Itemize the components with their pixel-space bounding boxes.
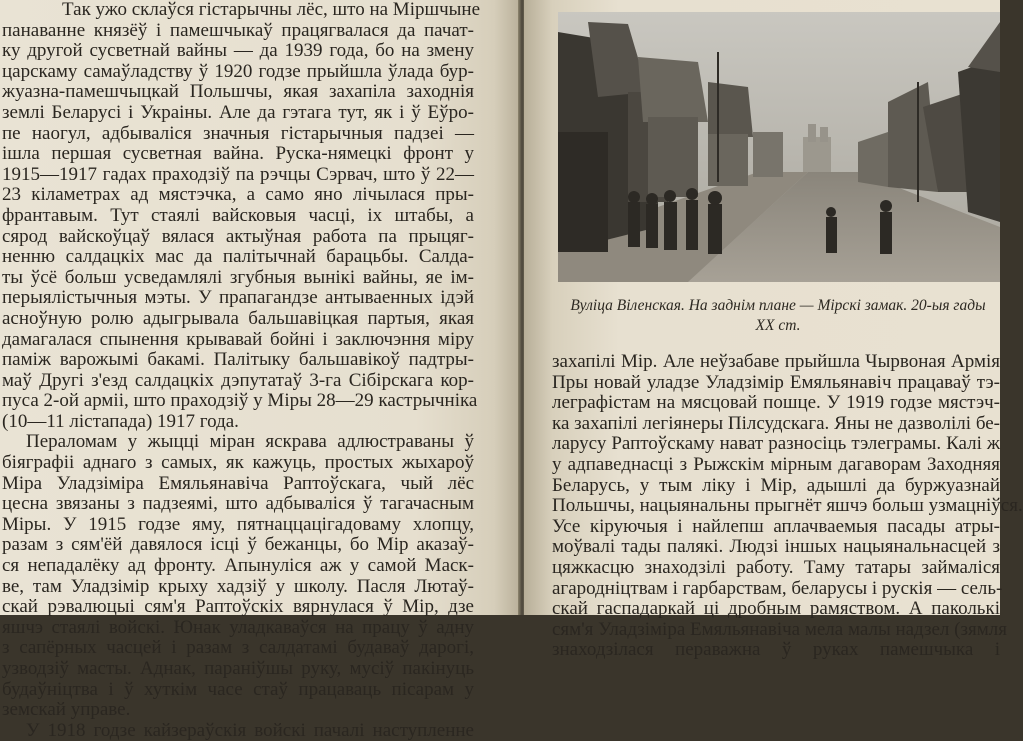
- text-line: 1915—1917 гадах праходзіў па рэчцы Сэрвач, што ў 22—: [2, 163, 474, 185]
- text-line: франтавым. Тут стаялі вайсковыя часці, іх штабы, а: [2, 204, 474, 226]
- text-line: цяжкасцю знаходзілі работу. Таму татары займаліся: [552, 556, 1000, 578]
- text-line: з сапёрных часцей і разам з салдатамі будаваў дарогі,: [2, 637, 474, 659]
- text-line: землі Беларусі і Украіны. Але да гэтага тут, як і ў Еўро-: [2, 101, 474, 123]
- text-line: ішла першая сусветная вайна. Руска-нямецкі фронт у: [2, 143, 474, 165]
- text-line: земскай управе.: [2, 699, 131, 721]
- text-line: ся непадалёку ад фронту. Апынуліся аж у самой Маск-: [2, 555, 474, 577]
- text-line: Пры новай уладзе Уладзімір Емяльянавіч працаваў тэ-: [552, 371, 1000, 393]
- text-line: сярод вайскоўцаў вялася актыўная работа па прыцяг-: [2, 225, 474, 247]
- text-line: ве, там Уладзімір крыху хадзіў у школу. Пасля Лютаў-: [2, 575, 474, 597]
- text-line: ты ўсё больш усведамлялі згубныя вынікі вайны, яе ім-: [2, 266, 474, 288]
- text-line: узводзіў масты. Аднак, параніўшы руку, мусіў пакінуць: [2, 658, 474, 679]
- text-line: у адпаведнасці з Рыжскім мірным дагаворам Заходняя: [552, 453, 1000, 475]
- text-line: ларусу Раптоўскаму нават разносіць тэлеграмы. Калі ж: [552, 433, 1000, 455]
- left-page-text: [2, 0, 481, 741]
- text-line: Міра Уладзіміра Емяльянавіча Раптоўскага, чый лёс: [2, 472, 474, 494]
- text-line: пе наогул, адбываліся значныя гістарычныя падзеі —: [2, 122, 474, 144]
- text-line: захапілі Мір. Але неўзабаве прыйшла Чырвоная Армія: [552, 351, 1000, 372]
- text-line: асноўную ролю адыгрывала бальшавіцкая партыя, якая: [2, 307, 474, 329]
- caption-line: Вуліца Віленская. На заднім плане — Мірскі замак. 20-ыя гады: [570, 297, 986, 314]
- text-line: Так ужо склаўся гістарычны лёс, што на Міршчыне: [62, 0, 481, 20]
- street-photo: [558, 12, 1000, 282]
- caption-line: XX ст.: [755, 317, 801, 334]
- text-line: дамагалася спынення крывавай бойні і заключэння міру: [2, 328, 474, 350]
- text-line: будаўніцтва і ў хуткім часе стаў працаваць пісарам у: [2, 678, 474, 700]
- text-line: агародніцтвам і гарбарствам, беларусы і рускія — сель-: [552, 577, 1003, 599]
- text-line: жуазна-памешчыцкай Польшчы, якая захапіла заходнія: [2, 81, 474, 103]
- text-line: царскаму самаўладству ў 1920 годзе прыйшла ўлада бур-: [2, 60, 474, 82]
- text-line: Усе кіруючыя і найлепш аплачваемыя пасады атры-: [552, 515, 1000, 537]
- text-line: скай гаспадаркай ці дробным рамяством. А паколькі: [552, 598, 1000, 620]
- text-line: разам з сям'ёй давялося ісці ў бежанцы, бо Мір аказаў-: [2, 534, 474, 556]
- text-line: ку другой сусветнай вайны — да 1939 года, бо на змену: [2, 40, 474, 62]
- text-line: біяграфіі аднаго з самых, як кажуць, простых жыхароў: [2, 452, 474, 474]
- text-line: цесна звязаны з падзеямі, што адбываліся ў тагачасным: [2, 493, 474, 515]
- text-line: яшчэ стаялі войскі. Юнак уладкаваўся на працу ў адну: [2, 616, 474, 638]
- text-line: сям'я Уладзіміра Емяльянавіча мела малы надзел (зямля: [552, 618, 1007, 640]
- text-line: перыялістычныя мэты. У прапагандзе антываенных ідэй: [2, 287, 474, 309]
- text-line: Міры. У 1915 годзе яму, пятнаццацігадоваму хлопцу,: [2, 513, 474, 535]
- text-line: Беларусь, у тым ліку і Мір, адышлі да буржуазнай: [552, 474, 1000, 496]
- text-line: панаванне князёў і памешчыкаў працягвалася да пачат-: [2, 19, 474, 41]
- right-page-text: [552, 351, 1023, 661]
- text-line: Пераломам у жыцці міран яскрава адлюстраваны ў: [26, 431, 474, 453]
- text-line: ка захапілі легіянеры Пілсудскага. Яны не дазволілі бе-: [552, 412, 1000, 434]
- text-line: У 1918 годзе кайзераўскія войскі пачалі наступленне: [26, 719, 474, 741]
- text-line: Польшчы, нацыянальны прыгнёт яшчэ больш узмацніўся.: [552, 495, 1023, 517]
- text-line: пуса 2-ой арміі, што праходзіў у Міры 28—29 кастрычніка: [2, 390, 478, 412]
- text-line: знаходзілася пераважна ў руках памешчыка і: [552, 639, 1000, 661]
- street-photo-image: [558, 12, 1000, 282]
- right-page: [524, 0, 1023, 661]
- text-line: паміж варожымі бакамі. Палітыку бальшавікоў падтры-: [2, 349, 474, 371]
- text-line: моўвалі тады палякі. Людзі іншых нацыянальнасцей з: [552, 536, 1000, 558]
- text-line: 23 кіламетрах ад мястэчка, а само яно лічылася пры-: [2, 184, 474, 206]
- text-line: (10—11 лістапада) 1917 года.: [2, 410, 239, 432]
- text-line: ненню салдацкіх мас да палітычнай барацьбы. Салда-: [2, 246, 474, 268]
- text-line: леграфістам на мясцовай пошце. У 1919 годзе мястэч-: [552, 392, 1000, 414]
- photo-caption: [556, 296, 1000, 336]
- text-line: маў Другі з'езд салдацкіх дэпутатаў 3-га Сібірскага кор-: [2, 369, 474, 391]
- text-line: скай рэвалюцыі сям'я Раптоўскіх вярнулася ў Мір, дзе: [2, 596, 474, 618]
